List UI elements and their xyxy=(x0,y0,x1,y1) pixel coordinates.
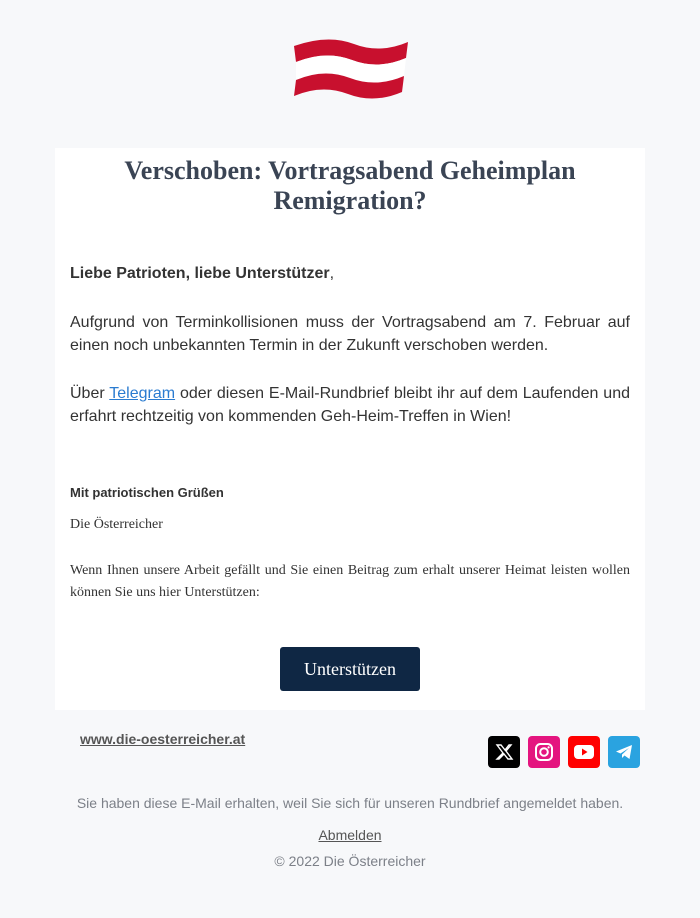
telegram-social-link[interactable] xyxy=(608,736,640,768)
unsubscribe-link[interactable]: Abmelden xyxy=(318,827,382,843)
signoff: Mit patriotischen Grüßen xyxy=(70,485,224,500)
subscription-note: Sie haben diese E-Mail erhalten, weil Sie sich für unseren Rundbrief angemeldet haben. xyxy=(76,795,624,811)
paragraph-postponed: Aufgrund von Terminkollisionen muss der Vortragsabend am 7. Februar auf einen noch unbekannten Termin in der Zukunft verschoben werden. xyxy=(70,314,630,354)
copyright: © 2022 Die Österreicher xyxy=(274,853,426,869)
instagram-social-link[interactable] xyxy=(528,736,560,768)
sender-name: Die Österreicher xyxy=(70,517,163,532)
x-icon xyxy=(494,742,514,762)
paragraph2-post: oder diesen E-Mail-Rundbrief bleibt ihr auf dem Laufenden und erfahrt rechtzeitig von kommenden Geh-Heim-Treffen in Wien! xyxy=(70,385,630,425)
austrian-flag-logo xyxy=(288,36,412,106)
support-text: Wenn Ihnen unsere Arbeit gefällt und Sie einen Beitrag zum erhalt unserer Heimat leisten wollen können Sie uns hier Unterstützen: xyxy=(70,563,630,600)
youtube-social-link[interactable] xyxy=(568,736,600,768)
youtube-icon xyxy=(572,741,596,763)
paragraph-telegram xyxy=(70,382,630,428)
telegram-link[interactable]: Telegram xyxy=(109,385,176,402)
website-link[interactable]: www.die-oesterreicher.at xyxy=(80,731,246,747)
paragraph2-pre: Über xyxy=(70,385,110,402)
email-card xyxy=(55,148,645,710)
telegram-icon xyxy=(613,741,635,763)
unsubscribe-row xyxy=(0,827,700,843)
support-button[interactable]: Unterstützen xyxy=(280,647,420,691)
greeting xyxy=(70,262,630,285)
email-title: Verschoben: Vortragsabend Geheimplan Remigration? xyxy=(124,156,576,215)
x-social-link[interactable] xyxy=(488,736,520,768)
greeting-bold: Liebe Patrioten, liebe Unterstützer xyxy=(70,265,330,282)
instagram-icon xyxy=(533,741,555,763)
greeting-tail: , xyxy=(329,265,335,282)
